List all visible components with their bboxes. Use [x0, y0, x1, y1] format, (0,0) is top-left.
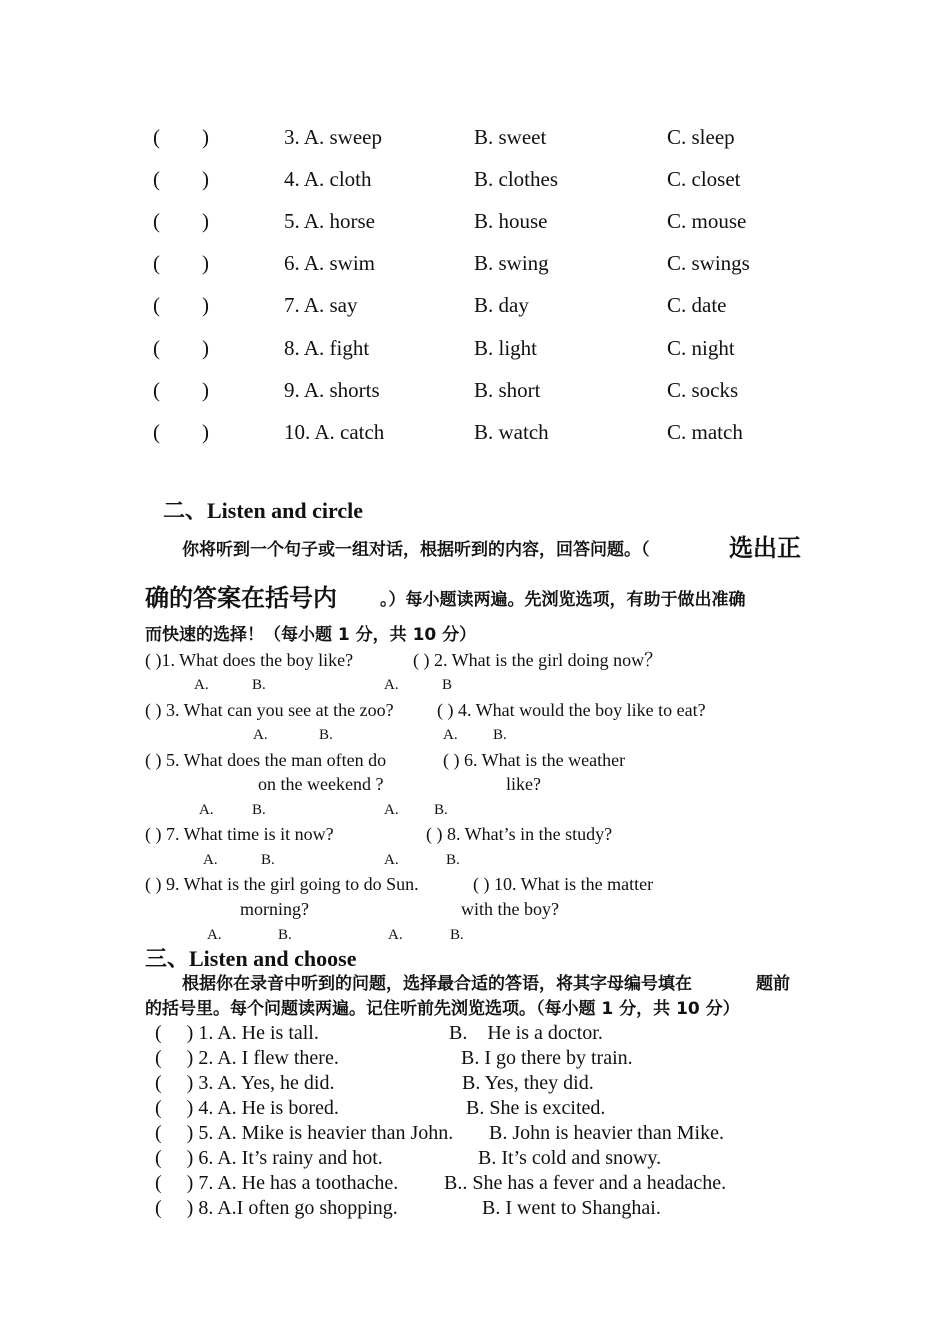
- question-10: ( ) 10. What is the matter: [473, 874, 654, 894]
- section1-row-6-option-b: B. swing: [474, 251, 549, 275]
- question-4: ( ) 4. What would the boy like to eat?: [437, 700, 706, 720]
- section1-row-10-option-c: C. match: [667, 420, 743, 444]
- section2-instr-line2: 。）每小题读两遍。先浏览选项，有助于做出准确: [380, 590, 746, 610]
- section3-question-8-option-b: B. I went to Shanghai.: [482, 1197, 661, 1219]
- section1-row-10-option-a: 10. A. catch: [284, 420, 385, 444]
- section2-instr-line1: 你将听到一个句子或一组对话，根据听到的内容，回答问题。（: [182, 540, 650, 560]
- section1-row-8-answer-paren: ( ): [153, 336, 209, 360]
- section3-question-7-option-a: ( ) 7. A. He has a toothache.: [155, 1172, 399, 1194]
- section2-instr-line3: 而快速的选择！（每小题 1 分，共 10 分）: [145, 625, 477, 645]
- question-9: ( ) 9. What is the girl going to do Sun.: [145, 874, 419, 894]
- q8-option-b: B.: [446, 852, 460, 868]
- section3-question-1-option-b: B. He is a doctor.: [449, 1022, 603, 1044]
- section1-row-5-option-b: B. house: [474, 209, 548, 233]
- section3-question-6-option-a: ( ) 6. A. It’s rainy and hot.: [155, 1147, 383, 1169]
- section1-row-9-option-a: 9. A. shorts: [284, 378, 380, 402]
- section2-instr-big1: 选出正: [729, 534, 801, 562]
- q4-option-b: B.: [493, 727, 507, 743]
- section1-row-7-option-c: C. date: [667, 293, 727, 317]
- q3-option-b: B.: [319, 727, 333, 743]
- section3-question-5-option-b: B. John is heavier than Mike.: [489, 1122, 724, 1144]
- section1-row-3-answer-paren: ( ): [153, 125, 209, 149]
- q5-option-b: B.: [252, 802, 266, 818]
- q6-option-b: B.: [434, 802, 448, 818]
- section3-question-6-option-b: B. It’s cold and snowy.: [478, 1147, 662, 1169]
- q8-option-a: A.: [384, 852, 399, 868]
- section1-row-9-option-b: B. short: [474, 378, 541, 402]
- section3-question-3-option-a: ( ) 3. A. Yes, he did.: [155, 1072, 335, 1094]
- section1-row-8-option-a: 8. A. fight: [284, 336, 370, 360]
- section3-instr-line2: 的括号里。每个问题读两遍。记住听前先浏览选项。（每小题 1 分，共 10 分）: [145, 999, 740, 1019]
- section1-row-10-answer-paren: ( ): [153, 420, 209, 444]
- section1-row-7-option-b: B. day: [474, 293, 529, 317]
- q7-option-b: B.: [261, 852, 275, 868]
- section3-question-3-option-b: B. Yes, they did.: [462, 1072, 594, 1094]
- question-6: ( ) 6. What is the weather: [443, 750, 626, 770]
- section2-heading: 二、Listen and circle: [163, 498, 364, 523]
- section3-question-2-option-b: B. I go there by train.: [461, 1047, 633, 1069]
- q5-option-a: A.: [199, 802, 214, 818]
- section1-row-9-answer-paren: ( ): [153, 378, 209, 402]
- question-3: ( ) 3. What can you see at the zoo?: [145, 700, 394, 720]
- q2-option-b: B: [442, 677, 453, 693]
- question-5-cont: on the weekend ?: [258, 774, 384, 794]
- section1-row-4-option-b: B. clothes: [474, 167, 558, 191]
- section3-heading: 三、Listen and choose: [145, 946, 357, 971]
- section1-row-5-option-c: C. mouse: [667, 209, 747, 233]
- section3-question-7-option-b: B.. She has a fever and a headache.: [444, 1172, 727, 1194]
- question-6-cont: like?: [506, 774, 541, 794]
- section1-row-4-option-c: C. closet: [667, 167, 741, 191]
- section3-question-4-option-a: ( ) 4. A. He is bored.: [155, 1097, 339, 1119]
- section3-question-5-option-a: ( ) 5. A. Mike is heavier than John.: [155, 1122, 454, 1144]
- section1-row-6-answer-paren: ( ): [153, 251, 209, 275]
- section1-row-7-answer-paren: ( ): [153, 293, 209, 317]
- section1-row-4-answer-paren: ( ): [153, 167, 209, 191]
- section1-row-8-option-b: B. light: [474, 336, 538, 360]
- section3-question-1-option-a: ( ) 1. A. He is tall.: [155, 1022, 319, 1044]
- section1-row-6-option-c: C. swings: [667, 251, 750, 275]
- question-8: ( ) 8. What’s in the study?: [426, 824, 613, 844]
- question-7: ( ) 7. What time is it now?: [145, 824, 334, 844]
- section3-instr-line1b: 题前: [756, 974, 790, 994]
- question-9-cont: morning?: [240, 899, 309, 919]
- question-5: ( ) 5. What does the man often do: [145, 750, 387, 770]
- q9-option-a: A.: [207, 927, 222, 943]
- section1-row-3-option-c: C. sleep: [667, 125, 735, 149]
- q2-option-a: A.: [384, 677, 399, 693]
- question-2: ( ) 2. What is the girl doing now？: [413, 650, 663, 670]
- q1-option-a: A.: [194, 677, 209, 693]
- section1-row-9-option-c: C. socks: [667, 378, 739, 402]
- section1-row-3-option-b: B. sweet: [474, 125, 547, 149]
- section1-row-10-option-b: B. watch: [474, 420, 549, 444]
- section1-row-5-option-a: 5. A. horse: [284, 209, 375, 233]
- q10-option-b: B.: [450, 927, 464, 943]
- q9-option-b: B.: [278, 927, 292, 943]
- question-1: ( )1. What does the boy like?: [145, 650, 354, 670]
- q6-option-a: A.: [384, 802, 399, 818]
- section1-row-6-option-a: 6. A. swim: [284, 251, 376, 275]
- section3-instr-line1: 根据你在录音中听到的问题，选择最合适的答语，将其字母编号填在: [182, 974, 692, 994]
- section1-row-5-answer-paren: ( ): [153, 209, 209, 233]
- section3-question-2-option-a: ( ) 2. A. I flew there.: [155, 1047, 339, 1069]
- q10-option-a: A.: [388, 927, 403, 943]
- section2-instr-big2: 确的答案在括号内: [145, 584, 337, 612]
- q4-option-a: A.: [443, 727, 458, 743]
- section1-row-3-option-a: 3. A. sweep: [284, 125, 382, 149]
- section3-question-8-option-a: ( ) 8. A.I often go shopping.: [155, 1197, 398, 1219]
- section1-row-8-option-c: C. night: [667, 336, 735, 360]
- q1-option-b: B.: [252, 677, 266, 693]
- section1-row-4-option-a: 4. A. cloth: [284, 167, 372, 191]
- section3-question-4-option-b: B. She is excited.: [466, 1097, 606, 1119]
- question-10-cont: with the boy?: [461, 899, 559, 919]
- q3-option-a: A.: [253, 727, 268, 743]
- q7-option-a: A.: [203, 852, 218, 868]
- section1-row-7-option-a: 7. A. say: [284, 293, 358, 317]
